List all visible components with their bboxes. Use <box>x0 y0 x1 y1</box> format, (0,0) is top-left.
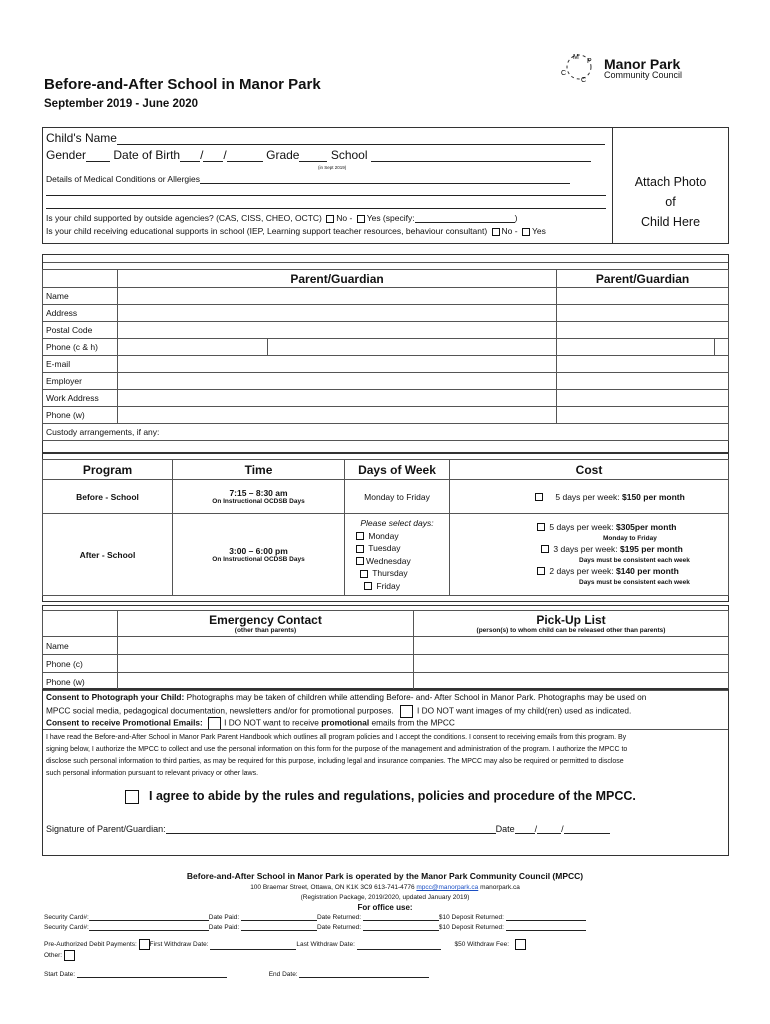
medical-field[interactable] <box>200 174 570 184</box>
before-school-days: Monday to Friday <box>345 480 450 514</box>
time-header: Time <box>173 460 345 480</box>
parents-row-phone <box>43 339 729 356</box>
parent1-phone-c-field[interactable] <box>118 339 268 356</box>
friday-checkbox[interactable] <box>364 582 372 590</box>
after-school-days-cell <box>345 514 450 596</box>
fee-checkbox[interactable] <box>515 939 526 950</box>
emergency-table <box>42 610 729 691</box>
date-returned-field-2[interactable] <box>363 923 439 931</box>
parents-table <box>42 269 729 441</box>
deposit-label-1: $10 Deposit Returned: <box>438 914 504 921</box>
sign-date-year[interactable] <box>564 823 610 834</box>
emergency-header-note: (other than parents) <box>234 627 297 634</box>
signature-field[interactable] <box>166 823 496 834</box>
row-label-postal: Postal Code <box>43 322 118 339</box>
photo-line-1: Attach Photo <box>634 175 707 189</box>
before-school-cost-cell <box>450 480 729 514</box>
row-label-address: Address <box>43 305 118 322</box>
pad-label: Pre-Authorized Debit Payments: <box>44 941 137 949</box>
start-date-field[interactable] <box>77 970 227 978</box>
first-withdraw-label: First Withdraw Date: <box>149 941 209 949</box>
office-row-2 <box>44 923 586 931</box>
photo-optout-label: I DO NOT want images of my child(ren) used as indicated. <box>417 705 632 716</box>
agencies-yes-label: Yes (specify: <box>366 213 415 223</box>
office-row-4 <box>44 950 75 961</box>
cost-3days-value: $195 per month <box>620 543 683 554</box>
consent-divider <box>43 729 728 730</box>
logo-subtitle: Community Council <box>604 70 683 80</box>
supports-row <box>46 226 546 236</box>
agencies-close-paren: ) <box>514 213 518 223</box>
logo-letter-c2: C <box>581 77 587 84</box>
emergency-row-name <box>43 637 729 655</box>
legal-line-4: such personal information pursuant to relevant privacy or other laws. <box>46 770 259 777</box>
parents-row-work-address <box>43 390 729 407</box>
medical-label: Details of Medical Conditions or Allergies <box>46 174 201 184</box>
program-table <box>42 459 729 596</box>
agree-label: I agree to abide by the rules and regulations, policies and procedure of the MPCC. <box>149 789 636 803</box>
emergency-row-phone-w <box>43 673 729 691</box>
supports-yes-checkbox[interactable] <box>522 228 530 236</box>
school-label: School <box>330 148 368 162</box>
agencies-no-checkbox[interactable] <box>326 215 334 223</box>
parent2-employer-field[interactable] <box>557 373 729 390</box>
parent1-name-field[interactable] <box>118 288 557 305</box>
emergency-header-cell <box>118 611 414 637</box>
agree-row <box>125 789 636 804</box>
day-monday[interactable] <box>348 530 446 543</box>
emergency-header: Emergency Contact <box>209 613 322 627</box>
days-prompt: Please select days: <box>360 518 434 528</box>
dob-day-field[interactable] <box>180 149 200 162</box>
parents-row-postal <box>43 322 729 339</box>
parent1-work-address-field[interactable] <box>118 390 557 407</box>
emergency-row-phone-c <box>43 655 729 673</box>
deposit-field-2[interactable] <box>506 923 586 931</box>
parent1-phone-w-field[interactable] <box>118 407 557 424</box>
footer-email-link[interactable]: mpcc@manorpark.ca <box>416 884 479 891</box>
office-row-3 <box>44 939 526 950</box>
agree-checkbox[interactable] <box>125 790 139 804</box>
legal-line-3: disclose such personal information to third parties, as may be required for this purpose, including legal and insurance companies. The MPCC may also be required or permitted to disclose <box>46 758 624 765</box>
medical-line-3[interactable] <box>46 208 606 209</box>
form-subtitle: September 2019 - June 2020 <box>44 98 199 110</box>
parent1-address-field[interactable] <box>118 305 557 322</box>
before-school-time-note: On Instructional OCDSB Days <box>212 498 305 505</box>
cost-header: Cost <box>450 460 729 480</box>
parent2-postal-field[interactable] <box>557 322 729 339</box>
parent1-header: Parent/Guardian <box>118 270 557 288</box>
day-tuesday[interactable] <box>348 542 446 555</box>
parent2-phone-h-field[interactable] <box>715 339 729 356</box>
after-school-time-cell <box>173 514 345 596</box>
cost-3days-prefix: 3 days per week: <box>553 543 620 554</box>
emergency-name-field[interactable] <box>118 637 414 655</box>
child-name-label: Child's Name <box>46 131 117 145</box>
emergency-phone-c-field[interactable] <box>118 655 414 673</box>
logo-letter-m: M <box>573 54 579 61</box>
before-school-checkbox[interactable] <box>535 493 543 501</box>
office-row-1 <box>44 913 586 921</box>
parent2-phone-w-field[interactable] <box>557 407 729 424</box>
date-returned-label-2: Date Returned: <box>316 924 362 931</box>
photo-consent-text1: Photographs may be taken of children while attending Before- and- After School in Manor Park. Photographs may be used on <box>184 692 647 702</box>
grade-field[interactable] <box>299 149 327 162</box>
mpcc-logo-icon <box>556 50 602 84</box>
before-school-cost: $150 per month <box>622 491 685 502</box>
photo-consent-line1 <box>46 692 646 702</box>
emergency-label-phone-w: Phone (w) <box>43 673 118 691</box>
parent1-employer-field[interactable] <box>118 373 557 390</box>
date-returned-field-1[interactable] <box>363 913 439 921</box>
supports-yes-label: Yes <box>531 226 546 236</box>
pickup-phone-w-field[interactable] <box>414 673 729 691</box>
row-label-phone: Phone (c & h) <box>43 339 118 356</box>
cost-2days-prefix: 2 days per week: <box>549 565 616 576</box>
security-field-1[interactable] <box>89 913 209 921</box>
date-paid-field-1[interactable] <box>241 913 317 921</box>
last-withdraw-label: Last Withdraw Date: <box>296 941 355 949</box>
parent2-email-field[interactable] <box>557 356 729 373</box>
before-school-time: 7:15 – 8:30 am <box>229 488 288 498</box>
security-label-2: Security Card#: <box>44 924 89 931</box>
monday-checkbox[interactable] <box>356 532 364 540</box>
cost-5days-checkbox[interactable] <box>537 523 545 531</box>
legal-line-1: I have read the Before-and-After School in Manor Park Parent Handbook which outlines all program policies and I accept the conditions. I consent to receiving emails from this program. By <box>46 734 627 741</box>
start-date-label: Start Date: <box>44 971 76 978</box>
other-checkbox[interactable] <box>64 950 75 961</box>
cost-option-5days[interactable] <box>453 522 725 533</box>
before-school-cost-prefix: 5 days per week: <box>555 491 622 502</box>
before-school-label: Before - School <box>43 480 173 514</box>
sign-date-day[interactable] <box>515 823 535 834</box>
supports-no-label: No - <box>501 226 518 236</box>
child-name-field[interactable] <box>117 132 605 145</box>
cost-5days-note: Monday to Friday <box>603 534 657 542</box>
fee-label: $50 Withdraw Fee: <box>454 941 510 949</box>
logo-letter-c1: C <box>561 70 567 77</box>
date-paid-field-2[interactable] <box>241 923 317 931</box>
pickup-header-cell <box>414 611 729 637</box>
photo-instructions <box>612 172 729 232</box>
parent2-work-address-field[interactable] <box>557 390 729 407</box>
before-school-row <box>43 480 729 514</box>
pickup-header-note: (person(s) to whom child can be released other than parents) <box>476 627 666 634</box>
dob-label: Date of Birth <box>113 148 181 162</box>
parents-row-name <box>43 288 729 305</box>
agencies-yes-checkbox[interactable] <box>357 215 365 223</box>
parents-corner-cell <box>43 270 118 288</box>
dob-year-field[interactable] <box>227 149 263 162</box>
photo-line-2: of <box>665 195 676 209</box>
parents-top-rule <box>43 262 728 263</box>
logo-name: Manor Park <box>604 56 681 72</box>
office-row-5 <box>44 970 429 978</box>
thursday-label: Thursday <box>372 568 408 578</box>
emergency-corner-cell <box>43 611 118 637</box>
before-school-time-cell <box>173 480 345 514</box>
parent1-email-field[interactable] <box>118 356 557 373</box>
monday-label: Monday <box>368 530 399 541</box>
tuesday-checkbox[interactable] <box>356 545 364 553</box>
first-withdraw-field[interactable] <box>210 942 296 950</box>
footer-office-use: For office use: <box>357 903 413 912</box>
custody-field[interactable]: Custody arrangements, if any: <box>43 424 729 441</box>
medical-row <box>46 174 570 184</box>
after-school-row <box>43 514 729 596</box>
deposit-label-2: $10 Deposit Returned: <box>438 924 504 931</box>
row-label-work-address: Work Address <box>43 390 118 407</box>
medical-line-2[interactable] <box>46 195 606 196</box>
row-label-email: E-mail <box>43 356 118 373</box>
emergency-label-phone-c: Phone (c) <box>43 655 118 673</box>
logo-letter-p: P <box>587 58 592 65</box>
wednesday-checkbox[interactable] <box>356 557 364 565</box>
friday-label: Friday <box>376 580 400 591</box>
pad-checkbox[interactable] <box>139 939 150 950</box>
cost-2days-note: Days must be consistent each week <box>579 578 690 586</box>
custody-row <box>43 424 729 441</box>
parents-row-address <box>43 305 729 322</box>
agencies-row <box>46 213 517 223</box>
cost-3days-note: Days must be consistent each week <box>579 556 690 564</box>
emergency-label-name: Name <box>43 637 118 655</box>
thursday-checkbox[interactable] <box>360 570 368 578</box>
footer-address-row <box>0 884 770 891</box>
cost-5days-value: $305per month <box>616 521 677 532</box>
gender-label: Gender <box>46 148 87 162</box>
child-name-row <box>46 131 605 145</box>
parent2-name-field[interactable] <box>557 288 729 305</box>
parents-row-email <box>43 356 729 373</box>
parent2-address-field[interactable] <box>557 305 729 322</box>
tuesday-label: Tuesday <box>368 543 401 553</box>
pickup-header: Pick-Up List <box>536 613 606 627</box>
last-withdraw-field[interactable] <box>357 942 441 950</box>
days-header: Days of Week <box>345 460 450 480</box>
signature-row: Signature of Parent/Guardian: Date / / <box>46 823 610 834</box>
agencies-no-label: No - <box>336 213 353 223</box>
date-label: Date <box>495 824 515 834</box>
cost-2days-checkbox[interactable] <box>537 567 545 575</box>
footer-site: manorpark.ca <box>478 884 520 891</box>
row-label-name: Name <box>43 288 118 305</box>
pickup-name-field[interactable] <box>414 637 729 655</box>
dob-month-field[interactable] <box>203 149 223 162</box>
after-school-time: 3:00 – 6:00 pm <box>229 546 288 556</box>
parent1-postal-field[interactable] <box>118 322 557 339</box>
child-details-row: Gender Date of Birth / / Grade School <box>46 148 591 162</box>
supports-no-checkbox[interactable] <box>492 228 500 236</box>
supports-question: Is your child receiving educational supports in school (IEP, Learning support teacher resources, behaviour consultant) <box>46 226 488 236</box>
security-label-1: Security Card#: <box>44 914 89 921</box>
sign-date-month[interactable] <box>537 823 561 834</box>
school-field[interactable] <box>371 149 591 162</box>
other-label: Other: <box>44 952 63 960</box>
date-paid-label-2: Date Paid: <box>208 924 240 931</box>
agencies-specify-field[interactable] <box>415 213 515 223</box>
promo-consent-label: Consent to receive Promotional Emails: <box>46 717 203 728</box>
legal-text <box>46 732 627 780</box>
promo-optout-a: I DO NOT want to receive <box>224 717 322 728</box>
day-thursday[interactable] <box>348 567 446 580</box>
day-wednesday[interactable] <box>348 555 446 568</box>
end-date-field[interactable] <box>299 970 429 978</box>
after-school-label: After - School <box>43 514 173 596</box>
after-school-time-note: On Instructional OCDSB Days <box>212 556 305 563</box>
photo-consent-label: Consent to Photograph your Child: <box>46 692 185 702</box>
after-school-cost-cell <box>450 514 729 596</box>
deposit-field-1[interactable] <box>506 913 586 921</box>
security-field-2[interactable] <box>89 923 209 931</box>
footer-address: 100 Braemar Street, Ottawa, ON K1K 3C9 613-741-4776 <box>250 884 417 891</box>
form-title: Before-and-After School in Manor Park <box>44 76 321 93</box>
signature-label: Signature of Parent/Guardian: <box>46 824 166 834</box>
program-header: Program <box>43 460 173 480</box>
grade-label: Grade <box>266 148 300 162</box>
row-label-phone-w: Phone (w) <box>43 407 118 424</box>
cost-2days-value: $140 per month <box>616 565 679 576</box>
footer-package: (Registration Package, 2019/2020, updated January 2019) <box>300 894 470 901</box>
wednesday-label: Wednesday <box>366 555 411 566</box>
photo-line-3: Child Here <box>640 215 701 229</box>
parents-row-employer <box>43 373 729 390</box>
photo-consent-text2: MPCC social media, pedagogical documentation, newsletters and/or for promotional purposes. <box>46 705 394 716</box>
date-paid-label-1: Date Paid: <box>208 914 240 921</box>
gender-field[interactable] <box>86 149 110 162</box>
footer-operated: Before-and-After School in Manor Park is operated by the Manor Park Community Council (MPCC) <box>186 871 584 881</box>
cost-3days-checkbox[interactable] <box>541 545 549 553</box>
date-returned-label-1: Date Returned: <box>316 914 362 921</box>
parent1-phone-h-field[interactable] <box>268 339 557 356</box>
parents-row-phone-w <box>43 407 729 424</box>
parent2-header: Parent/Guardian <box>557 270 729 288</box>
legal-line-2: signing below, I authorize the MPCC to collect and use the personal information on this form for the purpose of the management and administration of the program. I authorize the MPCC to <box>46 746 628 753</box>
day-friday[interactable] <box>348 580 446 593</box>
row-label-employer: Employer <box>43 373 118 390</box>
parent2-phone-c-field[interactable] <box>557 339 715 356</box>
agencies-question: Is your child supported by outside agencies? (CAS, CISS, CHEO, OCTC) <box>46 213 322 223</box>
pickup-phone-c-field[interactable] <box>414 655 729 673</box>
cost-option-2days[interactable] <box>453 566 725 577</box>
cost-option-3days[interactable] <box>453 544 725 555</box>
cost-5days-prefix: 5 days per week: <box>549 521 616 532</box>
grade-note: (in Sept 2019) <box>318 165 347 170</box>
emergency-phone-w-field[interactable] <box>118 673 414 691</box>
promo-optout-c: emails from the MPCC <box>369 717 455 728</box>
promo-optout-b: promotional <box>321 717 370 728</box>
end-date-label: End Date: <box>268 971 298 978</box>
